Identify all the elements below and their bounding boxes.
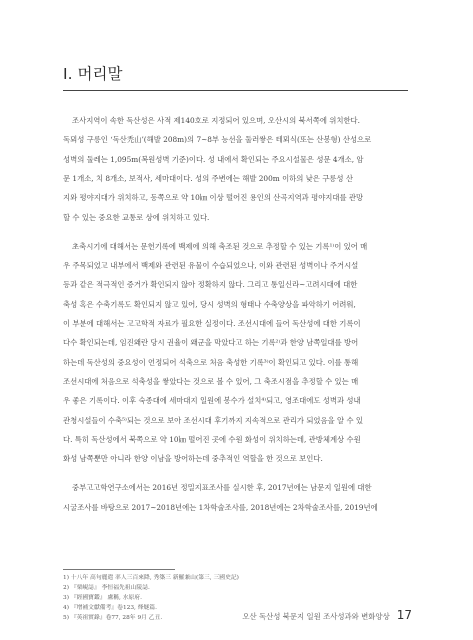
footnote-separator <box>63 569 175 570</box>
text-line: 우 주목되었고 내부에서 백제와 관련된 유물이 수습되었으나, 이와 관련된 성벽이나 주거시설 <box>63 260 359 270</box>
section-heading <box>63 62 122 84</box>
footnote-2: 2) 『栗峴誌』 李恒福先祖山陵誌. <box>63 585 150 592</box>
text-line: 시굴조사를 바탕으로 2017~2018년에는 1차학술조사를, 2018년에는 2차학술조사를, 2019년에 <box>63 502 378 512</box>
text-line: 등과 같은 적극적인 증거가 확인되지 않아 정확하지 않다. 그리고 통일신라~고려시대에 대한 <box>63 280 358 290</box>
text-line: 다. 특히 독산성에서 북쪽으로 약 10㎞ 떨어진 곳에 수원 화성이 위치하는데, 관방체계상 수원 <box>63 435 361 444</box>
text-line: 축성 혹은 수축기록도 확인되지 않고 있어, 당시 성벽의 형태나 수축양상을 파악하기 어려워, <box>63 299 356 309</box>
footnote-5: 5) 『英祖實錄』卷77, 28年 9月 乙丑. <box>63 615 163 622</box>
text-line: 하는데 독산성의 중요성이 언정되어 석축으로 처음 축성한 기록³⁾이 확인되고 있다. 이를 통해 <box>63 357 359 367</box>
paragraph-3 <box>63 478 408 517</box>
paragraph-1 <box>63 111 408 227</box>
text-line: 중부고고학연구소에서는 2016년 정밀지표조사를 실시한 후, 2017년에는 남문지 일원에 대한 <box>72 483 372 493</box>
text-line: 우 좋은 기록이다. 이후 숙종대에 세마대지 일원에 봉수가 설치⁴⁾되고, 영조대에도 성벽과 성내 <box>63 396 361 406</box>
body-text <box>63 111 408 526</box>
text-line: 다수 확인되는데, 임진왜란 당시 권율이 왜군을 막았다고 하는 기록²⁾과 한양 남쪽일대를 방어 <box>63 338 359 348</box>
footnote-3: 3) 『經國寶鑑』 盧稱, 水原府. <box>63 595 142 602</box>
text-line: 화성 남쪽뿐만 아니라 한양 이남을 방어하는데 중추적인 역할을 한 것으로 보인다. <box>63 454 323 464</box>
text-line: 초축시기에 대해서는 문헌기록에 백제에 의해 축조된 것으로 추정할 수 있는 기록¹⁾이 있어 매 <box>72 241 368 251</box>
footnote-4: 4) 『增補文獻備考』卷123, 烽燧篇. <box>63 605 157 612</box>
page-footer <box>232 608 412 622</box>
running-title: 오산 독산성 북문지 일원 조사성과와 변화양상 <box>242 612 390 621</box>
text-line: 문 1개소, 치 8개소, 보적사, 세마대이다. 성의 주변에는 해발 200m 이하의 낮은 구릉성 산 <box>63 174 353 184</box>
footnote-1: 1) 十八年 高句麗遣 率人三百來降, 秀築三 新羅兼山(第三, 三國史記) <box>63 575 239 581</box>
page-number: 17 <box>396 608 412 622</box>
text-line: 이 부분에 대해서는 고고학적 자료가 필요한 실정이다. 조선시대에 들어 독산성에 대한 기록이 <box>63 318 361 328</box>
text-line: 할 수 있는 중요한 교통로 상에 위치하고 있다. <box>63 212 210 222</box>
text-line: 지와 평야지대가 위치하고, 동쪽으로 약 10㎞ 이상 떨어진 용인의 산곡지역과 평야지대를 관망 <box>63 193 364 203</box>
heading-underline <box>63 90 408 91</box>
text-line: 성벽의 둘레는 1,095m(복원성벽 기준)이다. 성 내에서 확인되는 주요시설물은 성문 4개소, 암 <box>63 154 364 164</box>
text-line: 독뫼성 구릉인 ‘독산禿山’(해발 208m)의 7~8부 능선을 둘러쌓은 테뫼식(또는 산봉형) 산성으로 <box>63 135 372 145</box>
text-line: 조사지역이 속한 독산성은 사적 제140호로 지정되어 있으며, 오산시의 북서쪽에 위치한다. <box>72 116 360 125</box>
text-line: 관청시설들이 수축⁵⁾되는 것으로 보아 조선시대 후기까지 지속적으로 관리가 되었음을 알 수 있 <box>63 415 364 425</box>
section-number: Ⅰ. <box>63 65 73 83</box>
text-line: 조선시대에 처음으로 석축성을 쌓았다는 것으로 볼 수 있어, 그 축조시점을 추정할 수 있는 매 <box>63 376 359 386</box>
paragraph-2 <box>63 237 408 469</box>
section-title: 머리말 <box>77 65 123 83</box>
